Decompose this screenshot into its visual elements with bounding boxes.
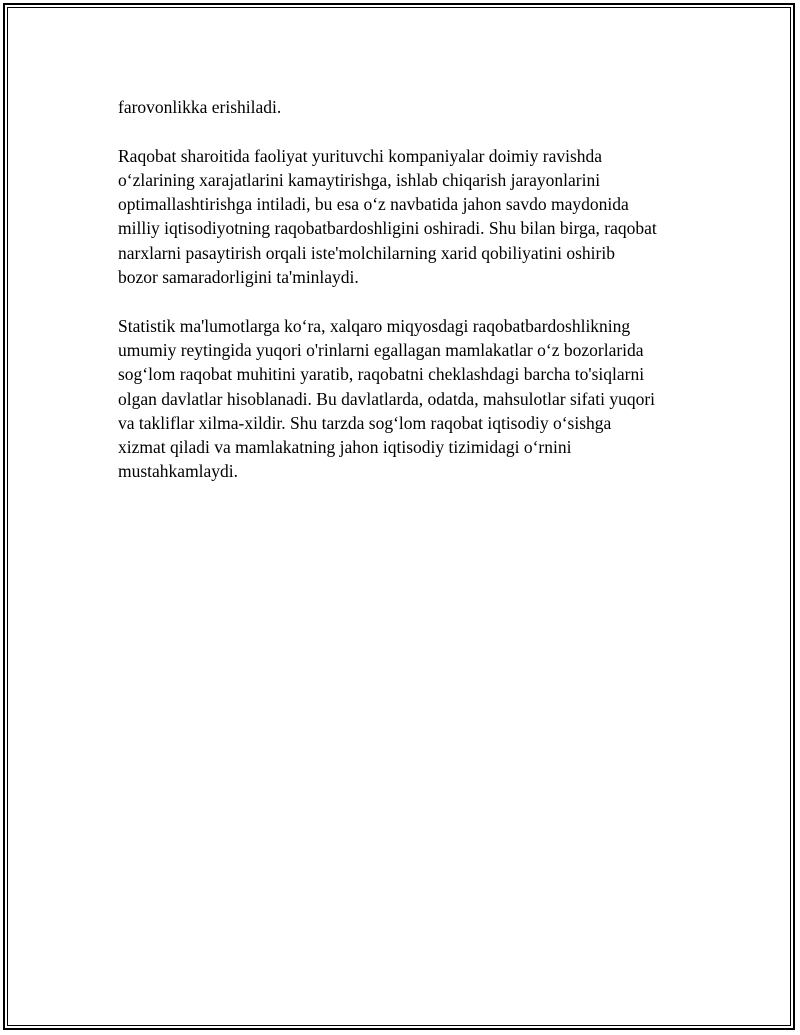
- text-line: va takliflar xilma-xildir. Shu tarzda sog‘lom raqobat iqtisodiy o‘sishga: [118, 412, 612, 433]
- text-line: Statistik ma'lumotlarga ko‘ra, xalqaro miqyosdagi raqobatbardoshlikning: [118, 315, 631, 336]
- paragraph-spacer: [118, 119, 708, 143]
- text-line: Raqobat sharoitida faoliyat yurituvchi kompaniyalar doimiy ravishda: [118, 145, 603, 166]
- text-line: mustahkamlaydi.: [118, 461, 239, 482]
- paragraph-2: [118, 144, 708, 290]
- text-line: optimallashtirishga intiladi, bu esa o‘z navbatida jahon savdo maydonida: [118, 194, 629, 215]
- text-line: o‘zlarining xarajatlarini kamaytirishga, ishlab chiqarish jarayonlarini: [118, 169, 601, 190]
- document-body: [118, 95, 708, 484]
- text-line: milliy iqtisodiyotning raqobatbardoshligini oshiradi. Shu bilan birga, raqobat: [118, 218, 657, 239]
- text-line: narxlarni pasaytirish orqali iste'molchilarning xarid qobiliyatini oshirib: [118, 242, 615, 263]
- paragraph-1: [118, 95, 708, 119]
- text-line: olgan davlatlar hisoblanadi. Bu davlatlarda, odatda, mahsulotlar sifati yuqori: [118, 388, 656, 409]
- text-line: umumiy reytingida yuqori o'rinlarni egallagan mamlakatlar o‘z bozorlarida: [118, 339, 644, 360]
- text-line: xizmat qiladi va mamlakatning jahon iqtisodiy tizimidagi o‘rnini: [118, 437, 572, 458]
- text-line: sog‘lom raqobat muhitini yaratib, raqobatni cheklashdagi barcha to'siqlarni: [118, 364, 645, 385]
- paragraph-3: [118, 314, 708, 484]
- text-line: bozor samaradorligini ta'minlaydi.: [118, 267, 359, 288]
- page-frame: [3, 3, 795, 1030]
- paragraph-spacer: [118, 289, 708, 313]
- text-line: farovonlikka erishiladi.: [118, 97, 282, 117]
